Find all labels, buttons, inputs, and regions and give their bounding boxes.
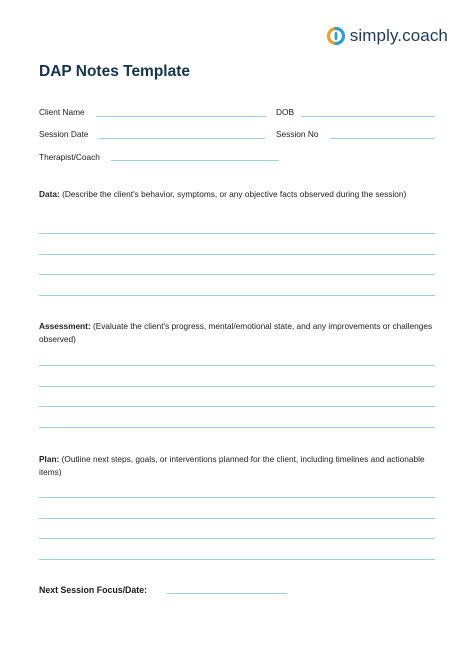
data-write-line[interactable] <box>39 254 435 255</box>
plan-write-line[interactable] <box>39 538 435 539</box>
therapist-line[interactable] <box>111 160 279 161</box>
assessment-write-line[interactable] <box>39 365 435 366</box>
session-date-line[interactable] <box>99 138 265 139</box>
dob-label: DOB <box>276 107 294 117</box>
plan-write-line[interactable] <box>39 497 435 498</box>
plan-heading: Plan: <box>39 454 60 464</box>
assessment-section-prompt <box>39 320 439 345</box>
assessment-write-line[interactable] <box>39 386 435 387</box>
data-write-line[interactable] <box>39 274 435 275</box>
session-no-label: Session No <box>276 129 319 139</box>
assessment-write-line[interactable] <box>39 427 435 428</box>
brand-name: simply.coach <box>349 26 448 45</box>
assessment-write-line[interactable] <box>39 406 435 407</box>
therapist-label: Therapist/Coach <box>39 152 100 162</box>
brand-logo <box>327 26 448 46</box>
data-write-line[interactable] <box>39 233 435 234</box>
data-heading: Data: <box>39 189 60 199</box>
next-session-line[interactable] <box>167 593 287 594</box>
data-write-line[interactable] <box>39 295 435 296</box>
plan-write-line[interactable] <box>39 518 435 519</box>
data-section-prompt <box>39 188 439 201</box>
simply-coach-logo-icon <box>327 27 345 45</box>
client-name-label: Client Name <box>39 107 85 117</box>
assessment-description: (Evaluate the client's progress, mental/emotional state, and any improvements or challenges observed) <box>39 321 433 344</box>
plan-description: (Outline next steps, goals, or interventions planned for the client, including timelines and actionable items) <box>39 454 425 477</box>
plan-section-prompt <box>39 453 439 478</box>
plan-write-line[interactable] <box>39 559 435 560</box>
next-session-label: Next Session Focus/Date: <box>39 585 148 595</box>
assessment-heading: Assessment: <box>39 321 91 331</box>
session-date-label: Session Date <box>39 129 89 139</box>
data-description: (Describe the client's behavior, symptoms, or any objective facts observed during the session) <box>62 189 407 199</box>
session-no-line[interactable] <box>330 138 435 139</box>
page-title: DAP Notes Template <box>39 63 191 80</box>
client-name-line[interactable] <box>96 116 266 117</box>
dob-line[interactable] <box>301 116 435 117</box>
